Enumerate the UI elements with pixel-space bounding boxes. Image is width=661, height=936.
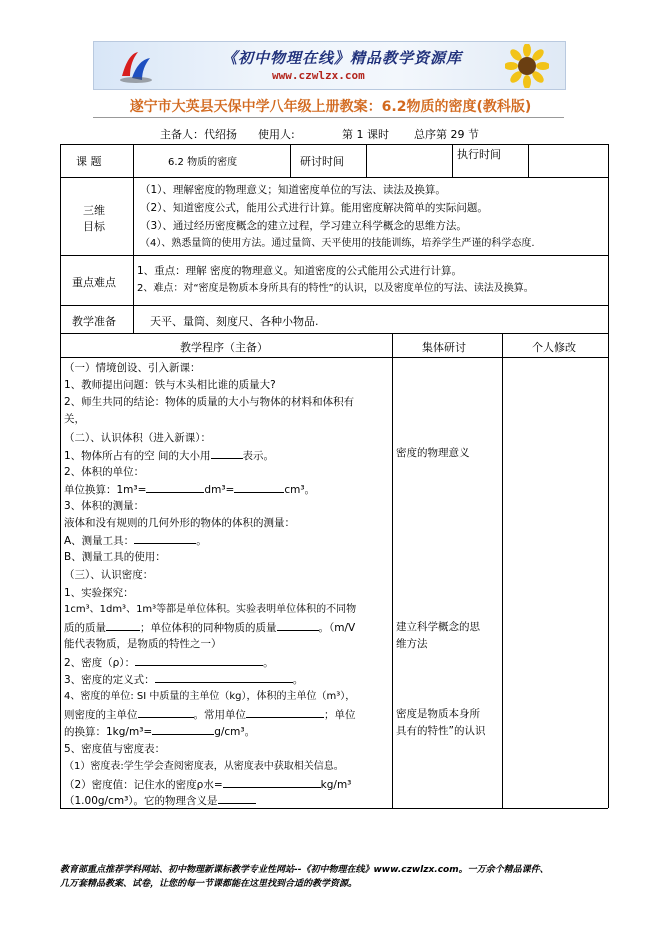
section-heading: （三）、认识密度： [64,569,154,581]
footer-line: 几万套精品教案、试卷，让您的每一节课都能在这里找到合适的教学资源。 [60,879,358,889]
collective-note: 建立科学概念的思 [396,621,480,633]
goal-item: （1）、理解密度的物理意义；知道密度单位的写法、读法及换算。 [140,184,446,196]
fill-suffix: ；单位 [324,709,356,721]
program-line [64,448,274,463]
fill-suffix: g/cm³。 [214,726,256,738]
fill-prompt: 质的质量 [64,622,106,634]
key-point-item: 2、难点：对“密度是物质本身所具有的特性”的认识，以及密度单位的写法、读法及换算。 [137,283,534,294]
key-points-label: 重点难点 [72,276,116,289]
program-line: 3、体积的测量： [64,500,145,512]
section-heading: （一）情境创设、引入新课： [64,362,201,374]
prep-value: 天平、量筒、刻度尺、各种小物品. [150,315,319,328]
collective-note: 具有的特性”的认识 [396,725,486,737]
fill-prompt: （1.00g/cm³）。它的物理含义是 [64,795,218,807]
fill-blank[interactable] [277,620,319,631]
goal-item: （4）、熟悉量筒的使用方法。通过量筒、天平使用的技能训练，培养学生严谨的科学态度. [140,238,535,249]
goal-item: （2）、知道密度公式，能用公式进行计算。能用密度解决简单的实际问题。 [140,202,488,214]
program-line: 1cm³、1dm³、1m³等都是单位体积。实验表明单位体积的不同物 [64,604,357,615]
discuss-time-label: 研讨时间 [300,155,344,168]
fill-prompt: 1、物体所占有的空 间的大小用 [64,450,211,462]
program-line: 2、师生共同的结论：物体的质量的大小与物体的材料和体积有 [64,396,355,408]
fill-suffix: cm³。 [284,484,316,496]
banner-url[interactable]: www.czwlzx.com [272,69,365,82]
collective-note: 维方法 [396,638,428,650]
fill-suffix: 。（m/V [318,622,356,634]
fill-blank[interactable] [234,482,284,493]
fill-blank[interactable] [138,707,194,718]
fill-blank[interactable] [134,533,196,544]
fill-blank[interactable] [211,448,243,459]
program-line: B、测量工具的使用： [64,551,166,563]
program-line [64,672,303,687]
fill-prompt: A、测量工具： [64,535,135,547]
personal-column-header: 个人修改 [532,341,576,354]
program-line: 能代表物质，是物质的特性之一） [64,638,222,650]
program-line [64,793,256,808]
fill-blank[interactable] [135,655,263,666]
program-line: 4、密度的单位: SI 中质量的主单位（kg），体积的主单位（m³）， [64,691,356,702]
topic-label: 课 题 [76,155,102,168]
col-line [290,144,291,177]
row-line [60,255,608,256]
program-line [64,777,351,792]
fill-prompt: 则密度的主单位 [64,709,138,721]
fill-suffix: 。 [292,674,304,686]
key-point-item: 1、重点：理解 密度的物理意义。知道密度的公式能用公式进行计算。 [137,265,463,277]
col-line [60,144,61,808]
fill-prompt: 3、密度的定义式： [64,674,155,686]
fill-prompt: 2、密度（ρ）： [64,657,136,669]
program-line: 液体和没有规则的几何外形的物体的体积的测量： [64,517,295,529]
collective-note: 密度是物质本身所 [396,708,480,720]
program-line [64,707,356,722]
fill-blank[interactable] [155,672,293,683]
fill-blank[interactable] [146,482,204,493]
fill-prompt: dm³= [204,484,235,496]
col-line [528,144,529,177]
program-line [64,655,274,670]
col-line [502,333,503,808]
program-column-header: 教学程序（主备） [180,341,268,354]
col-line [392,333,393,808]
col-line [366,144,367,177]
program-line: 2、体积的单位： [64,466,145,478]
col-line [133,144,134,333]
col-line [608,144,609,808]
program-line: 1、教师提出问题：铁与木头相比谁的质量大? [64,379,276,391]
total-sequence: 总序第 29 节 [414,128,479,141]
row-line [60,333,608,334]
fill-prompt: 单位换算：1m³= [64,484,147,496]
fill-suffix: kg/m³ [320,779,352,791]
fill-blank[interactable] [223,777,321,788]
collective-note: 密度的物理意义 [396,447,470,459]
page-title: 遂宁市大英县天保中学八年级上册教案：6.2物质的密度(教科版) [129,99,532,115]
row-line [60,357,608,358]
row-line [60,144,608,145]
fill-suffix: 。 [263,657,274,669]
fill-suffix: 。 [196,535,207,547]
sunflower-icon [505,44,549,88]
row-line [60,305,608,306]
col-line [452,144,453,177]
program-line: 1、实验探究： [64,587,134,599]
prep-label: 教学准备 [72,315,116,328]
fill-prompt: 的换算：1kg/m³= [64,726,153,738]
title-divider [93,117,564,118]
fill-suffix: 表示。 [242,450,275,462]
banner [93,41,566,90]
goal-item: （3）、通过经历密度概念的建立过程，学习建立科学概念的思维方法。 [140,220,467,232]
fill-blank[interactable] [218,793,256,804]
fill-prompt: （2）密度值：记住水的密度ρ水= [64,779,223,791]
user: 使用人: [258,128,295,141]
lesson-number: 第 1 课时 [342,128,389,141]
program-line: 关， [64,413,85,425]
collective-column-header: 集体研讨 [422,341,466,354]
program-line: （1）密度表:学生学会查阅密度表，从密度表中获取相关信息。 [64,761,344,772]
banner-title: 《初中物理在线》精品教学资源库 [222,49,463,67]
program-line: 5、密度值与密度表： [64,743,166,755]
goals-label-1: 三维 [83,204,105,217]
site-logo-icon [116,46,156,86]
program-line [64,482,315,497]
fill-prompt: ；单位体积的同种物质的质量 [140,622,277,634]
row-line [60,808,608,809]
fill-blank[interactable] [106,620,140,631]
exec-time-label: 执行时间 [457,148,501,161]
program-line [64,533,207,548]
fill-prompt: 。常用单位 [193,709,246,721]
fill-blank[interactable] [246,707,324,718]
goals-label-2: 目标 [83,220,105,233]
section-heading: （二）、认识体积（进入新课）： [64,432,211,444]
program-line [64,620,355,635]
page-footer [60,863,620,891]
program-line [64,724,255,739]
row-line [60,177,608,178]
preparer: 主备人：代绍扬 [160,128,237,141]
topic-value: 6.2 物质的密度 [168,157,238,168]
footer-line: 教育部重点推荐学科网站、初中物理新课标教学专业性网站--《初中物理在线》www.czwlzx.com。一万余个精品课件、 [60,865,549,875]
fill-blank[interactable] [152,724,214,735]
